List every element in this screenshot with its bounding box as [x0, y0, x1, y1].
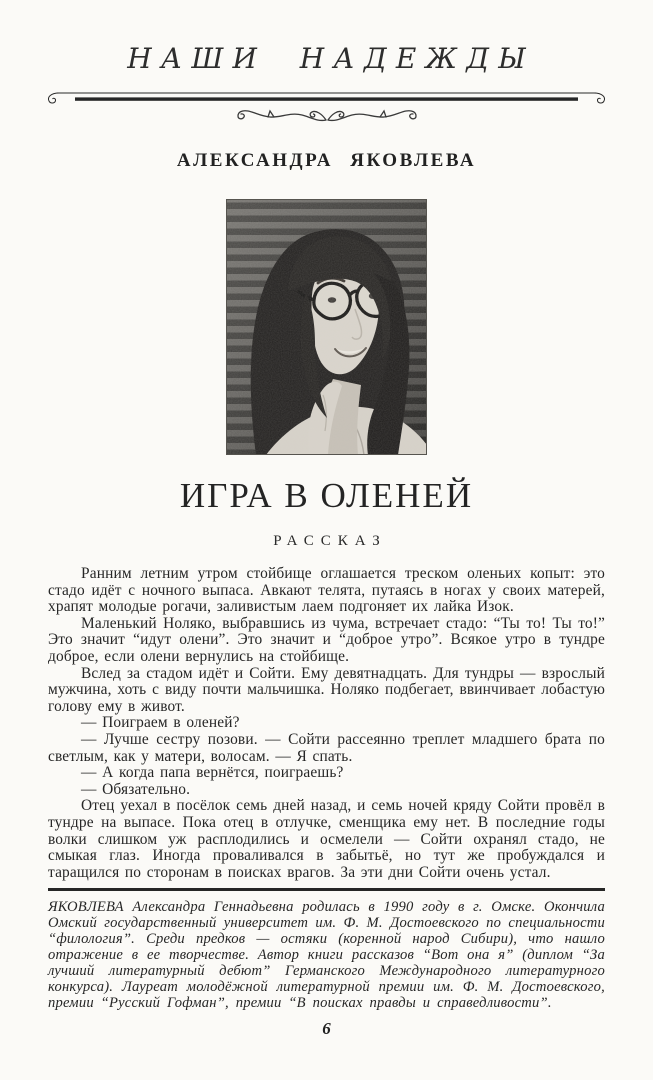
story-paragraph: Отец уехал в посёлок семь дней назад, и семь ночей кряду Сойти провёл в тундре на выпасе. Пока отец в отлучке, сменщика ему нет. В последние годы волки слишком уж расплодились и осмелели — Сойти охранял стадо, не смыкая глаз. Иногда проваливался в забытьё, но тут же пробуждался и таращился по сторонам в поисках врагов. За эти дни Сойти очень устал. — [48, 797, 605, 881]
story-dialogue-line: — Лучше сестру позови. — Сойти рассеянно треплет младшего брата по светлым, как у матери, волосам. — Я спать. — [48, 730, 605, 765]
story-paragraph: Вслед за стадом идёт и Сойти. Ему девятнадцать. Для тундры — взрослый мужчина, хоть с виду почти мальчишка. Ноляко подбегает, ввинчивает лобастую голову ему в живот. — [48, 664, 605, 715]
story-paragraph: Маленький Ноляко, выбравшись из чума, встречает стадо: “Ты то! Ты то!” Это значит “идут олени”. Это значит и “доброе утро”. Всякое утро в тундре доброе, если олени вернулись на стойбище. — [48, 614, 605, 665]
author-bio: ЯКОВЛЕВА Александра Геннадьевна родилась в 1990 году в г. Омске. Окончила Омский государственный университет им. Ф. М. Достоевского по специальности “филология”. Среди предков — остяки (коренной народ Сибири), что нашло отражение в ее творчестве. Автор книги рассказов “Вот она я” (диплом “За лучший литературный дебют” Германского Международного литературного конкурса). Лауреат молодёжной литературной премии им. Ф. М. Достоевского, премии “Русский Гофман”, премии “В поисках правды и справедливости”. — [48, 899, 605, 1011]
portrait-photo-graphic — [226, 199, 427, 455]
flourish-ornament — [232, 104, 422, 130]
author-name: АЛЕКСАНДРА ЯКОВЛЕВА — [176, 150, 477, 171]
story-dialogue-line: — Поиграем в оленей? — [81, 714, 240, 732]
bio-divider — [48, 888, 605, 891]
story-text — [48, 566, 605, 881]
author-photo — [226, 199, 427, 455]
story-title: ИГРА В ОЛЕНЕЙ — [179, 476, 474, 515]
genre-label: РАССКАЗ — [273, 533, 387, 549]
story-dialogue-line: — Обязательно. — [81, 780, 191, 798]
story-paragraph: Ранним летним утром стойбище оглашается треском оленьих копыт: это стадо идёт с ночного выпаса. Авкают телята, путаясь в ногах у своих матерей, храпят молодые рогачи, заливистым лаем подгоняет их лайка Изок. — [48, 565, 605, 616]
story-dialogue-line: — А когда папа вернётся, поиграешь? — [81, 764, 344, 782]
rubric-title: НАШИ НАДЕЖДЫ — [127, 42, 535, 75]
page-number: 6 — [322, 1018, 331, 1038]
rubric-header — [0, 0, 653, 130]
